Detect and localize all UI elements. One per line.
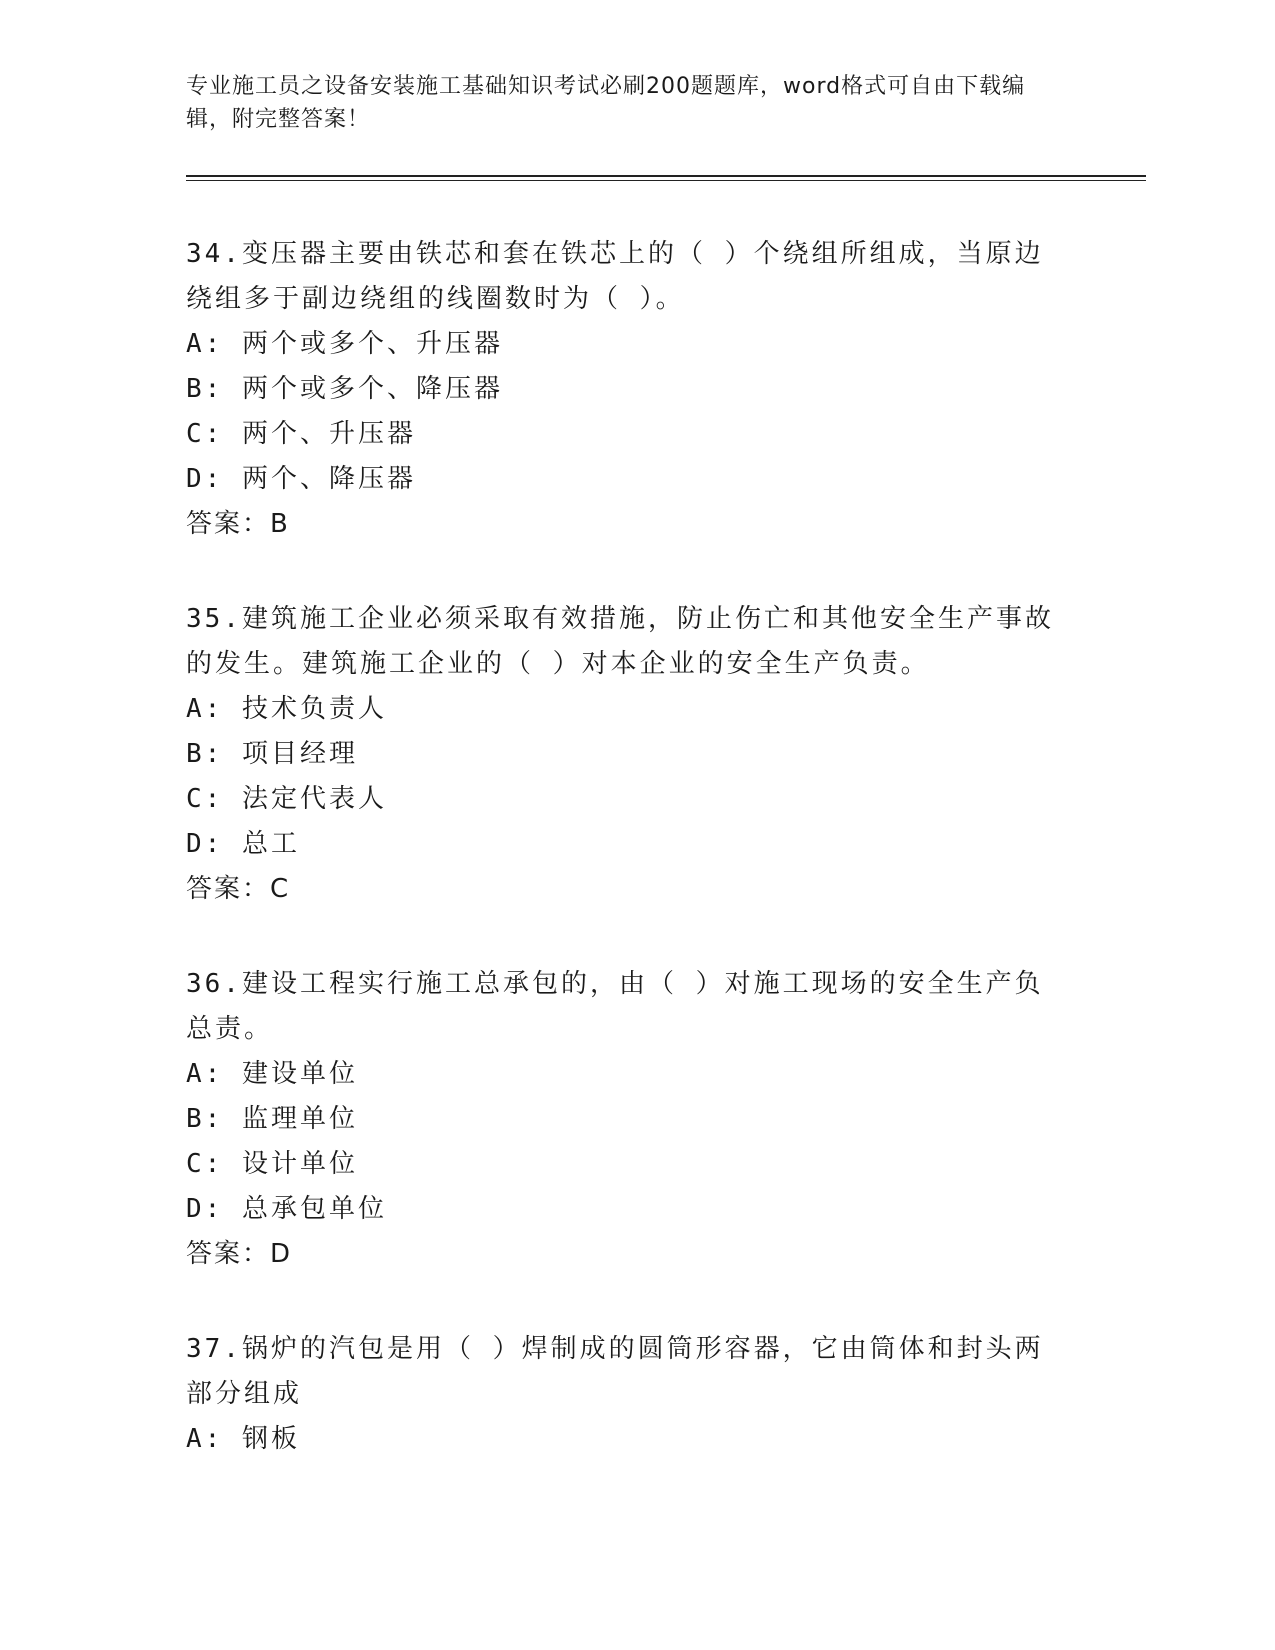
option-c: C: 法定代表人 [186, 784, 387, 814]
answer-label: 答案：C [186, 874, 291, 904]
question-36 [186, 962, 1066, 1277]
option-d: D: 总承包单位 [186, 1194, 387, 1224]
document-header: 专业施工员之设备安装施工基础知识考试必刷200题题库，word格式可自由下载编辑，附完整答案！ [186, 74, 1026, 132]
question-text: 35.建筑施工企业必须采取有效措施，防止伤亡和其他安全生产事故的发生。建筑施工企业的（ ）对本企业的安全生产负责。 [186, 604, 1054, 679]
answer-label: 答案：B [186, 509, 290, 539]
option-b: B: 项目经理 [186, 739, 358, 769]
header-divider-thin [186, 180, 1146, 181]
option-a: A: 两个或多个、升压器 [186, 329, 503, 359]
question-35 [186, 597, 1066, 912]
question-37 [186, 1327, 1066, 1462]
option-a: A: 钢板 [186, 1424, 300, 1454]
option-b: B: 监理单位 [186, 1104, 358, 1134]
question-list [186, 232, 1066, 1512]
question-text: 37.锅炉的汽包是用（ ）焊制成的圆筒形容器，它由筒体和封头两部分组成 [186, 1334, 1044, 1409]
question-text: 36.建设工程实行施工总承包的，由（ ）对施工现场的安全生产负总责。 [186, 969, 1044, 1044]
option-d: D: 总工 [186, 829, 300, 859]
question-text: 34.变压器主要由铁芯和套在铁芯上的（ ）个绕组所组成，当原边绕组多于副边绕组的线圈数时为（ ）。 [186, 239, 1044, 314]
option-c: C: 两个、升压器 [186, 419, 416, 449]
option-d: D: 两个、降压器 [186, 464, 416, 494]
option-a: A: 技术负责人 [186, 694, 387, 724]
answer-label: 答案：D [186, 1239, 293, 1269]
option-b: B: 两个或多个、降压器 [186, 374, 503, 404]
header-divider-thick [186, 175, 1146, 177]
option-c: C: 设计单位 [186, 1149, 358, 1179]
option-a: A: 建设单位 [186, 1059, 358, 1089]
question-34 [186, 232, 1066, 547]
